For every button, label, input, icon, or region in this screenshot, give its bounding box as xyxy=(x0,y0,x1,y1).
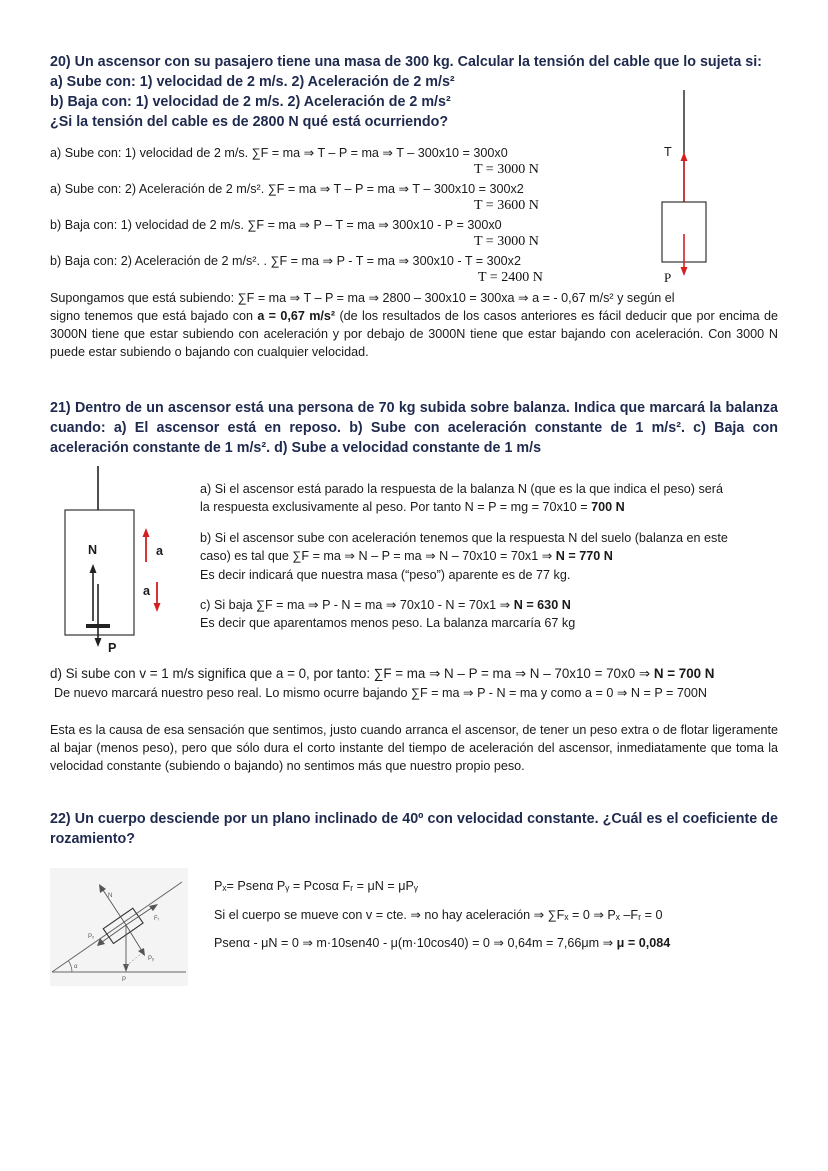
p21-b-line-1: b) Si el ascensor sube con aceleración tenemos que la respuesta N del suelo (balanza en este xyxy=(200,531,728,545)
acceleration-down-label: a xyxy=(143,584,151,598)
p22-line-2: Si el cuerpo se mueve con v = cte. ⇒ no hay aceleración ⇒ ∑Fₓ = 0 ⇒ Pₓ –Fᵣ = 0 xyxy=(214,908,663,922)
problem-21-title: 21) Dentro de un ascensor está una persona de 70 kg subida sobre balanza. Indica que marcará la balanza cuando: a) El ascensor está en reposo. b) Sube con aceleración constante de 1 m/s². c) Baja con aceleración constante de 1 m/s². d) Sube a velocidad constante de 1 m/s xyxy=(50,400,778,456)
elevator-cable-diagram xyxy=(640,86,720,286)
normal-force-label: N xyxy=(88,543,98,557)
normal-force-label-22: N xyxy=(108,893,113,899)
p21-c-line-2: Es decir que aparentamos menos peso. La balanza marcaría 67 kg xyxy=(200,616,576,630)
p21-d-line-2: De nuevo marcará nuestro peso real. Lo mismo ocurre bajando ∑F = ma ⇒ P - N = ma y como a = 0 ⇒ N = P = 700N xyxy=(54,686,707,700)
problem-20-title-line-2: a) Sube con: 1) velocidad de 2 m/s. 2) Aceleración de 2 m/s² xyxy=(50,74,455,90)
p22-line-1: Pₓ= Psenα Pᵧ = Pcosα Fᵣ = μN = μPᵧ xyxy=(214,879,418,893)
problem-20-case-a1: a) Sube con: 1) velocidad de 2 m/s. ∑F = ma ⇒ T – P = ma ⇒ T – 300x10 = 300x0 xyxy=(50,146,508,160)
problem-20-conclusion: signo tenemos que está bajado con a = 0,67 m/s² (de los resultados de los casos anteriores es fácil deducir que por encima de 3000N tiene que estar subiendo con aceleración y por debajo de 3000N tiene que estar bajando con aceleración. Con 3000 N puede estar subiendo o bajando con cualquier velocidad. xyxy=(50,309,778,359)
problem-20-case-b1: b) Baja con: 1) velocidad de 2 m/s. ∑F = ma ⇒ P – T = ma ⇒ 300x10 - P = 300x0 xyxy=(50,218,502,232)
problem-20-result-b1: T = 3000 N xyxy=(474,234,539,249)
problem-20-result-a1: T = 3000 N xyxy=(474,162,539,177)
friction-force-label: Fᵣ xyxy=(154,916,160,922)
p21-explanation: Esta es la causa de esa sensación que sentimos, justo cuando arranca el ascensor, de tener un peso extra o de flotar ligeramente al bajar (menos peso), pero que sólo dura el corto instante del tiempo de aceleración del ascensor, inmediatamente que toma la velocidad constante (subiendo o bajando) no sentimos más que nuestro propio peso. xyxy=(50,723,778,773)
weight-label-22: P xyxy=(122,977,127,983)
problem-20-result-b2: T = 2400 N xyxy=(478,270,543,285)
problem-20-case-a2: a) Sube con: 2) Aceleración de 2 m/s². ∑F = ma ⇒ T – P = ma ⇒ T – 300x10 = 300x2 xyxy=(50,182,524,196)
problem-20-title-line-4: ¿Si la tensión del cable es de 2800 N qué está ocurriendo? xyxy=(50,114,449,130)
problem-20-title-line-3: b) Baja con: 1) velocidad de 2 m/s. 2) Aceleración de 2 m/s² xyxy=(50,94,451,110)
p21-a-line-2: la respuesta exclusivamente al peso. Por tanto N = P = mg = 70x10 = 700 N xyxy=(200,500,625,514)
problem-20-result-a2: T = 3600 N xyxy=(474,198,539,213)
px-component-label: Pₓ xyxy=(88,934,94,940)
p21-b-line-3: Es decir indicará que nuestra masa (“peso”) aparente es de 77 kg. xyxy=(200,568,571,582)
weight-label: P xyxy=(664,270,672,285)
p21-a-line-1: a) Si el ascensor está parado la respuesta de la balanza N (que es la que indica el peso) será xyxy=(200,482,723,496)
tension-label: T xyxy=(664,145,672,159)
problem-20-case-b2: b) Baja con: 2) Aceleración de 2 m/s². . ∑F = ma ⇒ P - T = ma ⇒ 300x10 - T = 300x2 xyxy=(50,254,521,268)
p22-line-3: Psenα - μN = 0 ⇒ m·10sen40 - μ(m·10cos40) = 0 ⇒ 0,64m = 7,66μm ⇒ μ = 0,084 xyxy=(214,936,671,950)
acceleration-up-label: a xyxy=(156,544,164,558)
p21-b-line-2: caso) es tal que ∑F = ma ⇒ N – P = ma ⇒ N – 70x10 = 70x1 ⇒ N = 770 N xyxy=(200,549,613,563)
py-component-label: Pᵧ xyxy=(148,956,154,962)
weight-label-21: P xyxy=(108,641,117,655)
problem-20-suppose-line: Supongamos que está subiendo: ∑F = ma ⇒ T – P = ma ⇒ 2800 – 300x10 = 300xa ⇒ a = - 0,67 m/s² y según el xyxy=(50,291,675,305)
problem-20-title-line-1: 20) Un ascensor con su pasajero tiene una masa de 300 kg. Calcular la tensión del cable que lo sujeta si: xyxy=(50,54,762,70)
p21-d-line-1: d) Si sube con v = 1 m/s significa que a = 0, por tanto: ∑F = ma ⇒ N – P = ma ⇒ N – 70x10 = 70x0 ⇒ N = 700 N xyxy=(50,666,715,681)
p21-c-line-1: c) Si baja ∑F = ma ⇒ P - N = ma ⇒ 70x10 - N = 70x1 ⇒ N = 630 N xyxy=(200,598,571,612)
angle-alpha-label: α xyxy=(74,964,78,970)
elevator-scale-diagram xyxy=(50,466,190,666)
inclined-plane-diagram xyxy=(50,868,188,986)
problem-22-title: 22) Un cuerpo desciende por un plano inclinado de 40º con velocidad constante. ¿Cuál es el coeficiente de rozamiento? xyxy=(50,811,778,847)
